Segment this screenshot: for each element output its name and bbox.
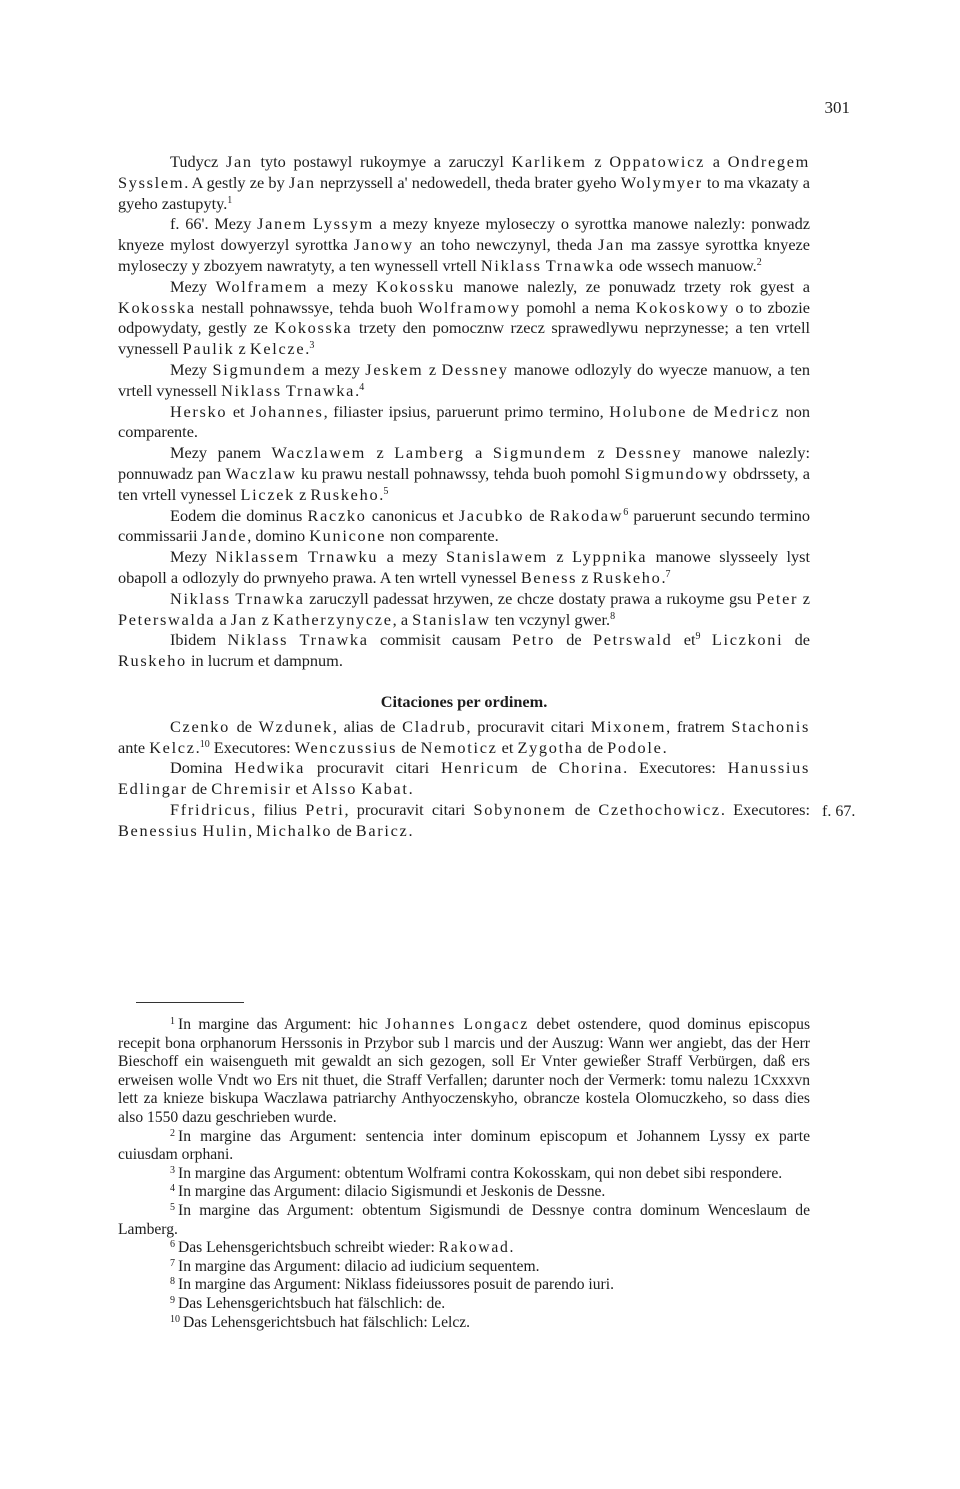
text-run: z <box>365 443 395 463</box>
footnote-number: 5 <box>170 1201 175 1213</box>
proper-name: Trnawka <box>285 380 356 400</box>
text-run: a mezy <box>378 547 447 567</box>
text-run: z <box>798 588 810 608</box>
text-run: et <box>672 630 696 650</box>
proper-name: Kunicone <box>309 526 387 546</box>
text-run: . <box>509 1239 514 1257</box>
proper-name: Nemoticz <box>420 737 498 757</box>
proper-name: Podole <box>607 737 663 757</box>
proper-name: Czethochowicz <box>598 799 721 819</box>
text-run: o to zbozie odpowydaty, gestly ze <box>118 297 811 338</box>
text-run: de <box>519 758 559 778</box>
footnote-ref: 10 <box>199 738 210 750</box>
proper-name: Chremisir <box>211 779 292 799</box>
proper-name: Hulin <box>202 820 249 840</box>
proper-name: Sigmundem <box>212 359 307 379</box>
proper-name: Baricz <box>355 820 409 840</box>
proper-name: Kokosska <box>118 297 196 317</box>
proper-name: Longacz <box>463 1016 530 1033</box>
text-run: canonicus et <box>366 505 459 525</box>
section-paragraphs <box>118 717 810 842</box>
text-run: non comparente. <box>386 526 499 546</box>
body-paragraph <box>118 360 810 402</box>
proper-name: Wolframem <box>215 276 309 296</box>
text-run: ante <box>118 737 150 757</box>
proper-name: Johannes <box>385 1016 456 1033</box>
text-run: manowe slysseely lyst obapoll a odlozyly do prwnyeho prawa. A ten wrtell vynessel <box>118 547 811 587</box>
footnote <box>118 1128 810 1165</box>
proper-name: Niklass <box>170 588 231 608</box>
text-run: trzety den pomocznw rzecz sprawedlywu neprzynesse; a ten vrtell vynessell <box>118 318 811 359</box>
text-run: Das Lehensgerichtsbuch hat fälschlich: de. <box>178 1294 446 1312</box>
proper-name: Wenczussius <box>294 737 398 757</box>
text-run: manowe odlozyly do wyecze manuow, a ten vrtell vynessell <box>118 359 811 400</box>
text-run: Eodem die dominus <box>170 505 308 525</box>
footnote-ref: 4 <box>359 381 365 393</box>
footnote <box>118 1165 810 1184</box>
text-run: et <box>497 737 518 757</box>
text-run: In margine das Argument: obtentum Sigismundi de Dessnye contra dominum Wenceslaum de Lamberg. <box>118 1201 810 1238</box>
citation-paragraph <box>118 717 810 759</box>
proper-name: Janowy <box>353 235 414 255</box>
proper-name: Alsso <box>311 779 358 799</box>
proper-name: Wzdunek <box>258 716 333 736</box>
proper-name: Liczek <box>240 484 296 504</box>
text-run: a mezy <box>308 276 377 296</box>
text-run: pomohl a nema <box>520 297 636 317</box>
footnote-ref: 6 <box>623 506 629 518</box>
proper-name: Kelcz <box>149 737 196 757</box>
text-run: , alias de <box>332 716 403 736</box>
proper-name: Medricz <box>713 401 780 421</box>
text-run: f. 66'. Mezy <box>170 214 258 234</box>
text-run: to ma vkazaty a gyeho zastupyty. <box>118 172 810 213</box>
proper-name: Hedwika <box>234 758 306 778</box>
text-run: procuravit citari <box>305 758 441 778</box>
text-run: , a <box>392 609 413 629</box>
text-run: debet ostendere, quod dominus episcopus recepit bona orphanorum Herssonis in Przybor sub l marcis und der Auszug: Wann wer angiebt, das der Herr Bieschoff ein waisengueth mit gewaldt an sich gezogen, soll Er Vnter gewießer Straff Verbürgen, daß ers erweisen wolle Vndt wo Ers nit thuet, die Straff Verfallen; darunter noch der Vermerk: tomu nalezu 1Cxxxvn lett za knieze biskupa Waczlawa patriarchy Anthyoczenskyho, obrancze kostela Olomuczkeho, so dass dies also 1550 dazu geschrieben wurde. <box>118 1016 811 1126</box>
proper-name: Karlikem <box>511 152 587 171</box>
text-run: a <box>215 609 231 629</box>
proper-name: Jeskem <box>365 359 424 379</box>
proper-name: Lyssym <box>313 214 374 234</box>
footnote-number: 9 <box>170 1294 175 1306</box>
text-run: de <box>583 737 608 757</box>
body-paragraph <box>118 277 810 360</box>
proper-name: Ruskeho <box>592 567 662 587</box>
citation-paragraph <box>118 800 810 842</box>
proper-name: Sigmundem <box>492 443 587 463</box>
proper-name: Wolframowy <box>418 297 521 317</box>
text-run: manowe nalezly: ponnuwadz pan <box>118 443 810 483</box>
proper-name: Stachonis <box>731 716 810 736</box>
proper-name: Trnawka <box>235 588 305 608</box>
proper-name: Oppatowicz <box>609 152 706 171</box>
text-run: z <box>547 547 573 567</box>
footnote <box>118 1276 810 1295</box>
text-run: z <box>295 484 311 504</box>
proper-name: Hanussius <box>727 758 811 778</box>
proper-name: Petro <box>512 630 555 650</box>
text-run: non comparente. <box>118 401 810 442</box>
text-run: a <box>464 443 493 463</box>
body-paragraph <box>118 402 810 444</box>
text-run: In margine das Argument: hic <box>178 1016 386 1033</box>
text-run: . <box>195 737 200 757</box>
text-run: In margine das Argument: dilacio Sigismundi et Jeskonis de Dessne. <box>178 1183 606 1201</box>
text-run: z <box>577 567 593 587</box>
text-run: . <box>379 484 384 504</box>
text-run: Das Lehensgerichtsbuch hat fälschlich: Lelcz. <box>183 1313 471 1331</box>
footnote <box>118 1183 810 1202</box>
footnote-number: 7 <box>170 1257 175 1269</box>
footnote-ref: 1 <box>227 194 233 206</box>
proper-name: Petrswald <box>592 630 673 650</box>
text-run: Executores: <box>209 737 295 757</box>
footnote-number: 6 <box>170 1239 175 1251</box>
text-run: , domino <box>247 526 310 546</box>
body-paragraph <box>118 589 810 631</box>
text-run: , filiaster ipsius, paruerunt primo termino, <box>323 401 610 421</box>
proper-name: Henricum <box>440 758 520 778</box>
text-run: de <box>397 737 421 757</box>
text-run: Mezy <box>170 547 216 567</box>
body-paragraph <box>118 506 810 548</box>
text-run: . <box>408 779 413 799</box>
text-run: Ibidem <box>170 630 228 650</box>
proper-name: Kelcze <box>249 339 306 359</box>
text-run: . <box>355 380 360 400</box>
proper-name: Beness <box>520 567 578 587</box>
proper-name: Sigmundowy <box>624 463 729 483</box>
proper-name: Zygotha <box>517 737 584 757</box>
text-run: , filius <box>251 799 306 819</box>
proper-name: Ffridricus <box>170 799 252 819</box>
text-run: ode wssech manuow. <box>614 255 757 275</box>
proper-name: Janem <box>257 214 308 234</box>
proper-name: Dessney <box>441 359 509 379</box>
body-paragraph <box>118 547 810 589</box>
proper-name: Sobynonem <box>473 799 567 819</box>
proper-name: Jan <box>288 172 316 192</box>
footnote-number: 4 <box>170 1183 175 1195</box>
text-run: de <box>229 716 259 736</box>
proper-name: Hersko <box>170 401 228 421</box>
citation-paragraph <box>118 758 810 800</box>
text-run: de <box>783 630 811 650</box>
text-run: de <box>554 630 593 650</box>
footnote-number: 1 <box>170 1016 175 1027</box>
footnote-ref: 2 <box>756 256 762 268</box>
text-run <box>701 630 712 649</box>
proper-name: Trnawku <box>308 547 379 567</box>
text-run: de <box>687 401 714 421</box>
body-paragraph <box>118 152 810 214</box>
proper-name: Michalko <box>256 820 333 840</box>
proper-name: Stanislawem <box>446 547 548 567</box>
text-run: , fratrem <box>666 716 732 736</box>
proper-name: Lamberg <box>394 443 465 463</box>
text-run <box>300 547 308 566</box>
text-run: . A gestly ze by <box>184 172 289 192</box>
proper-name: Paulik <box>182 339 235 359</box>
proper-name: Niklass <box>227 630 289 650</box>
text-run: , <box>248 820 257 840</box>
text-run: et <box>227 401 251 421</box>
text-run: a mezy knyeze myloseczy o syrottka manowe nalezly: ponwadz knyeze mylost dowyerzyl syrottka <box>118 214 810 255</box>
footnote-number: 2 <box>170 1127 175 1139</box>
text-run: de <box>332 820 356 840</box>
text-run: de <box>187 779 212 799</box>
proper-name: Niklass <box>480 255 542 275</box>
text-run: nestall pohnawssye, tehda buoh <box>195 297 419 317</box>
text-run: z <box>586 443 616 463</box>
text-run: ma zassye syrottka knyeze myloseczy y zbozyem nawratyty, a ten wynessell vrtell <box>118 235 811 275</box>
text-run: . <box>662 737 667 757</box>
proper-name: Chorina <box>558 758 624 778</box>
proper-name: Katherzynycze <box>272 609 393 629</box>
text-run: z <box>423 359 442 379</box>
text-run: zaruczyll padessat hrzywen, ze chcze dostaty prawa a rukoyme gsu <box>304 588 757 608</box>
text-run: z <box>257 609 273 629</box>
proper-name: Niklass <box>221 380 282 400</box>
proper-name: Ruskeho <box>118 651 187 671</box>
text-run: a mezy <box>306 359 366 379</box>
proper-name: Jan <box>598 235 625 255</box>
margin-folio-note: f. 67. <box>822 803 856 820</box>
text-run: de <box>566 799 599 819</box>
footnote <box>118 1258 810 1277</box>
proper-name: Liczkoni <box>711 630 784 650</box>
proper-name: Benessius <box>118 820 199 840</box>
proper-name: Cladrub <box>402 716 467 736</box>
proper-name: Edlingar <box>118 779 188 799</box>
footnote <box>118 1016 810 1128</box>
body-paragraph <box>118 214 810 276</box>
proper-name: Waczlawem <box>271 443 366 463</box>
proper-name: Niklassem <box>215 547 300 567</box>
text-run <box>288 630 299 649</box>
proper-name: Rakowad <box>438 1239 510 1257</box>
text-run: . Executores: <box>623 758 728 778</box>
proper-name: Stanislaw <box>412 609 491 629</box>
footnote <box>118 1202 810 1239</box>
text-run: , procuravit citari <box>466 716 591 736</box>
proper-name: Lyppnika <box>572 547 648 567</box>
text-run: Mezy panem <box>170 443 272 463</box>
text-run: . <box>408 820 413 840</box>
proper-name: Jacubko <box>458 505 525 525</box>
text-run: . <box>661 567 666 587</box>
footnote <box>118 1295 810 1314</box>
text-run: neprzyssell a' nedowedell, theda brater gyeho <box>315 172 621 192</box>
text-run: et <box>291 779 312 799</box>
text-run: de <box>524 505 550 525</box>
text-run: in lucrum et dampnum. <box>186 651 343 671</box>
text-run: paruerunt secundo termino commissarii <box>118 505 810 546</box>
page-number: 301 <box>824 98 850 117</box>
text-run: In margine das Argument: dilacio ad iudicium sequentem. <box>178 1257 540 1275</box>
proper-name: Jan <box>225 152 253 171</box>
proper-name: Waczlaw <box>225 463 297 483</box>
footnote <box>118 1239 810 1258</box>
proper-name: Rakodaw <box>549 505 624 525</box>
footnote-ref: 7 <box>665 568 671 580</box>
proper-name: Petri <box>305 799 345 819</box>
main-text <box>118 152 810 842</box>
proper-name: Sysslem <box>118 172 185 192</box>
text-run: manowe nalezly, ze ponuwadz trzety rok gyest a <box>455 276 811 296</box>
text-run: z <box>234 339 250 359</box>
proper-name: Kokossku <box>376 276 456 296</box>
text-run: Mezy <box>170 276 216 296</box>
text-run: In margine das Argument: sentencia inter dominum episcopum et Johannem Lyssy ex parte cuiusdam orphani. <box>118 1127 810 1164</box>
text-run: ku prawu nestall pohnawssy, tehda buoh pomohl <box>296 463 625 483</box>
text-run: Tudycz <box>170 152 226 171</box>
proper-name: Ondregem <box>727 152 811 171</box>
text-run: Domina <box>170 758 235 778</box>
footnote-number: 10 <box>170 1313 180 1325</box>
proper-name: Raczko <box>307 505 367 525</box>
proper-name: Peterswalda <box>118 609 216 629</box>
proper-name: Dessney <box>615 443 683 463</box>
footnote-ref: 5 <box>383 485 389 497</box>
proper-name: Wolymyer <box>620 172 703 192</box>
text-run: Mezy <box>170 359 213 379</box>
text-run: tyto postawyl rukoymye a zaruczyl <box>252 152 512 171</box>
proper-name: Peter <box>756 588 799 608</box>
proper-name: Czenko <box>170 716 230 736</box>
proper-name: Johannes <box>250 401 324 421</box>
text-run: commisit causam <box>368 630 513 650</box>
footnotes <box>118 1016 810 1332</box>
text-run: z <box>586 152 610 171</box>
text-run: ten vczynyl gwer. <box>490 609 611 629</box>
text-run: an toho newczynyl, theda <box>413 235 599 255</box>
body-paragraph <box>118 630 810 672</box>
body-paragraphs <box>118 152 810 672</box>
proper-name: Kokoskowy <box>635 297 730 317</box>
text-run: a <box>705 152 728 171</box>
text-run: Das Lehensgerichtsbuch schreibt wieder: <box>178 1239 439 1257</box>
proper-name: Holubone <box>609 401 688 421</box>
text-run: , procuravit citari <box>344 799 474 819</box>
proper-name: Jande <box>201 526 248 546</box>
text-run: . <box>305 339 310 359</box>
footnote-ref: 9 <box>695 631 701 643</box>
footnote-number: 3 <box>170 1164 175 1176</box>
section-heading: Citaciones per ordinem. <box>380 691 548 711</box>
footnote-divider <box>136 1002 244 1003</box>
proper-name: Mixonem <box>590 716 667 736</box>
text-run: . Executores: <box>720 799 810 819</box>
footnote-ref: 3 <box>309 340 315 352</box>
body-paragraph <box>118 443 810 505</box>
proper-name: Trnawka <box>545 255 615 275</box>
text-run: obdrssety, a ten vrtell vynessel <box>118 463 810 504</box>
text-run: In margine das Argument: obtentum Wolframi contra Kokosskam, qui non debet sibi respondere. <box>178 1164 783 1182</box>
proper-name: Ruskeho <box>310 484 380 504</box>
footnote-ref: 8 <box>610 610 616 622</box>
text-run: In margine das Argument: Niklass fideiussores posuit de parendo iuri. <box>178 1276 614 1294</box>
proper-name: Kabat <box>361 779 409 799</box>
proper-name: Trnawka <box>299 630 369 650</box>
footnote <box>118 1314 810 1333</box>
proper-name: Kokosska <box>274 318 353 338</box>
proper-name: Jan <box>230 609 258 629</box>
footnote-number: 8 <box>170 1276 175 1288</box>
